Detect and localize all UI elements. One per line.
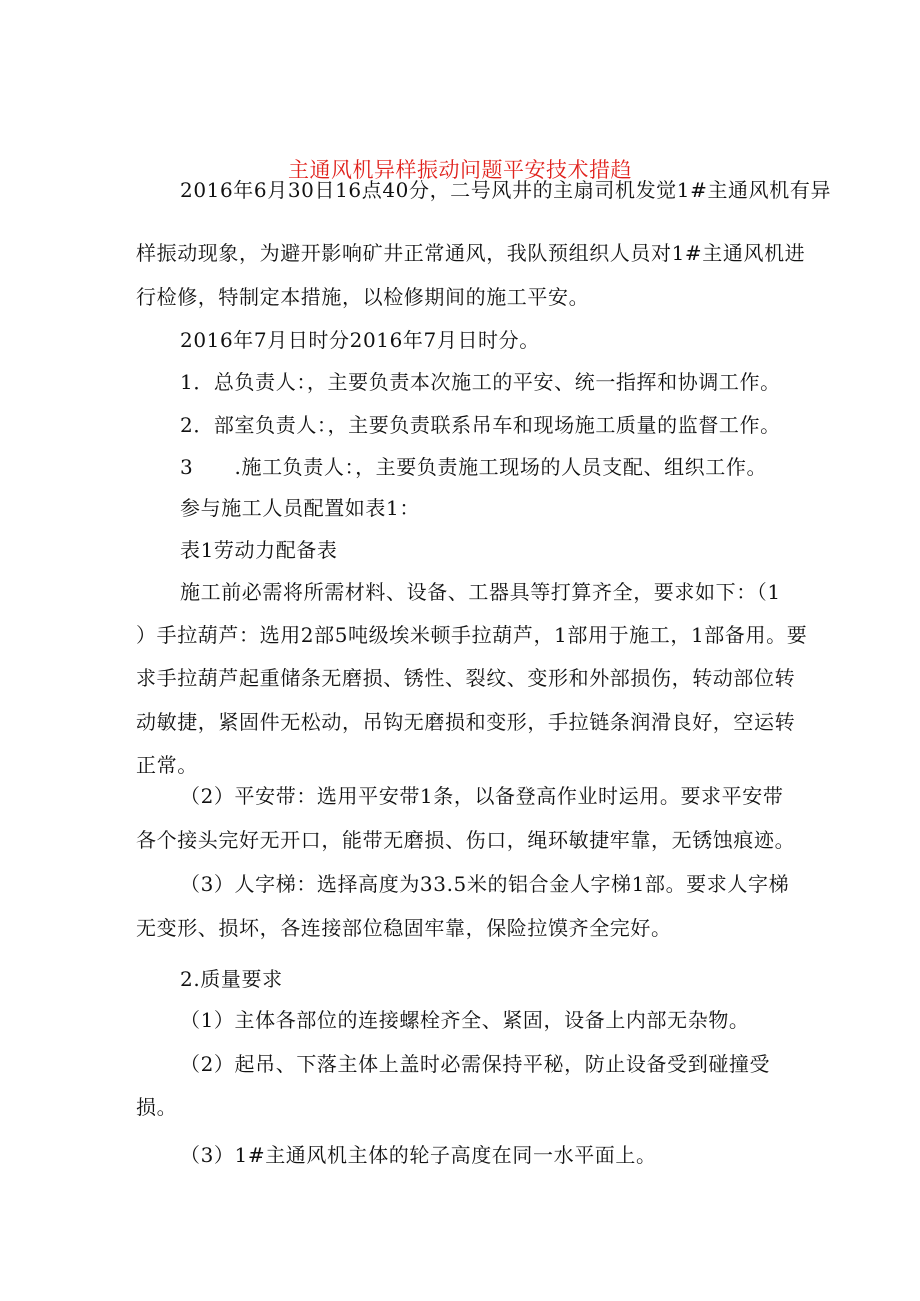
paragraph-line: 2．部室负责人：，主要负责联系吊车和现场施工质量的监督工作。 <box>180 413 781 437</box>
document-title: 主通风机异样振动问题平安技术措趋 <box>288 158 632 182</box>
section-heading: 2.质量要求 <box>180 967 283 991</box>
paragraph-line: 动敏捷，紧固件无松动，吊钩无磨损和变形，手拉链条润滑良好，空运转 <box>136 710 796 734</box>
paragraph-line: ）手拉葫芦：选用2部5吨级埃米顿手拉葫芦，1部用于施工，1部备用。要 <box>136 623 808 647</box>
paragraph-line: 参与施工人员配置如表1： <box>180 496 420 520</box>
paragraph-line: （3）人字梯：选择高度为33.5米的铝合金人字梯1部。要求人字梯 <box>180 872 790 896</box>
paragraph-line: 正常。 <box>136 753 198 777</box>
paragraph-line: （2）平安带：选用平安带1条，以备登高作业时运用。要求平安带 <box>180 784 784 808</box>
table-caption: 表1劳动力配备表 <box>180 538 338 562</box>
paragraph-line: 3 .施工负责人：，主要负责施工现场的人员支配、组织工作。 <box>180 455 768 479</box>
paragraph-line: 无变形、损坏，各连接部位稳固牢靠，保险拉馍齐全完好。 <box>136 916 672 940</box>
paragraph-line: （3）1#主通风机主体的轮子高度在同一水平面上。 <box>180 1143 657 1167</box>
paragraph-line: （1）主体各部位的连接螺栓齐全、紧固，设备上内部无杂物。 <box>180 1008 750 1032</box>
paragraph-line: 各个接头完好无开口，能带无磨损、伤口，绳环敏捷牢靠，无锈蚀痕迹。 <box>136 828 796 852</box>
paragraph-line: 2016年6月30日16点40分，二号风井的主扇司机发觉1#主通风机有异 <box>180 178 832 202</box>
paragraph-line: 2016年7月日时分2016年7月日时分。 <box>180 328 540 352</box>
paragraph-line: 行检修，特制定本措施，以检修期间的施工平安。 <box>136 285 590 309</box>
paragraph-line: 损。 <box>136 1095 178 1119</box>
paragraph-line: 施工前必需将所需材料、设备、工器具等打算齐全，要求如下：（1 <box>180 580 781 604</box>
paragraph-line: （2）起吊、下落主体上盖时必需保持平秘，防止设备受到碰撞受 <box>180 1052 771 1076</box>
paragraph-line: 求手拉葫芦起重储条无磨损、锈性、裂纹、变形和外部损伤，转动部位转 <box>136 666 796 690</box>
paragraph-line: 1．总负责人：，主要负责本次施工的平安、统一指挥和协调工作。 <box>180 370 781 394</box>
paragraph-line: 样振动现象，为避开影响矿井正常通风，我队预组织人员对1#主通风机进 <box>136 241 806 265</box>
